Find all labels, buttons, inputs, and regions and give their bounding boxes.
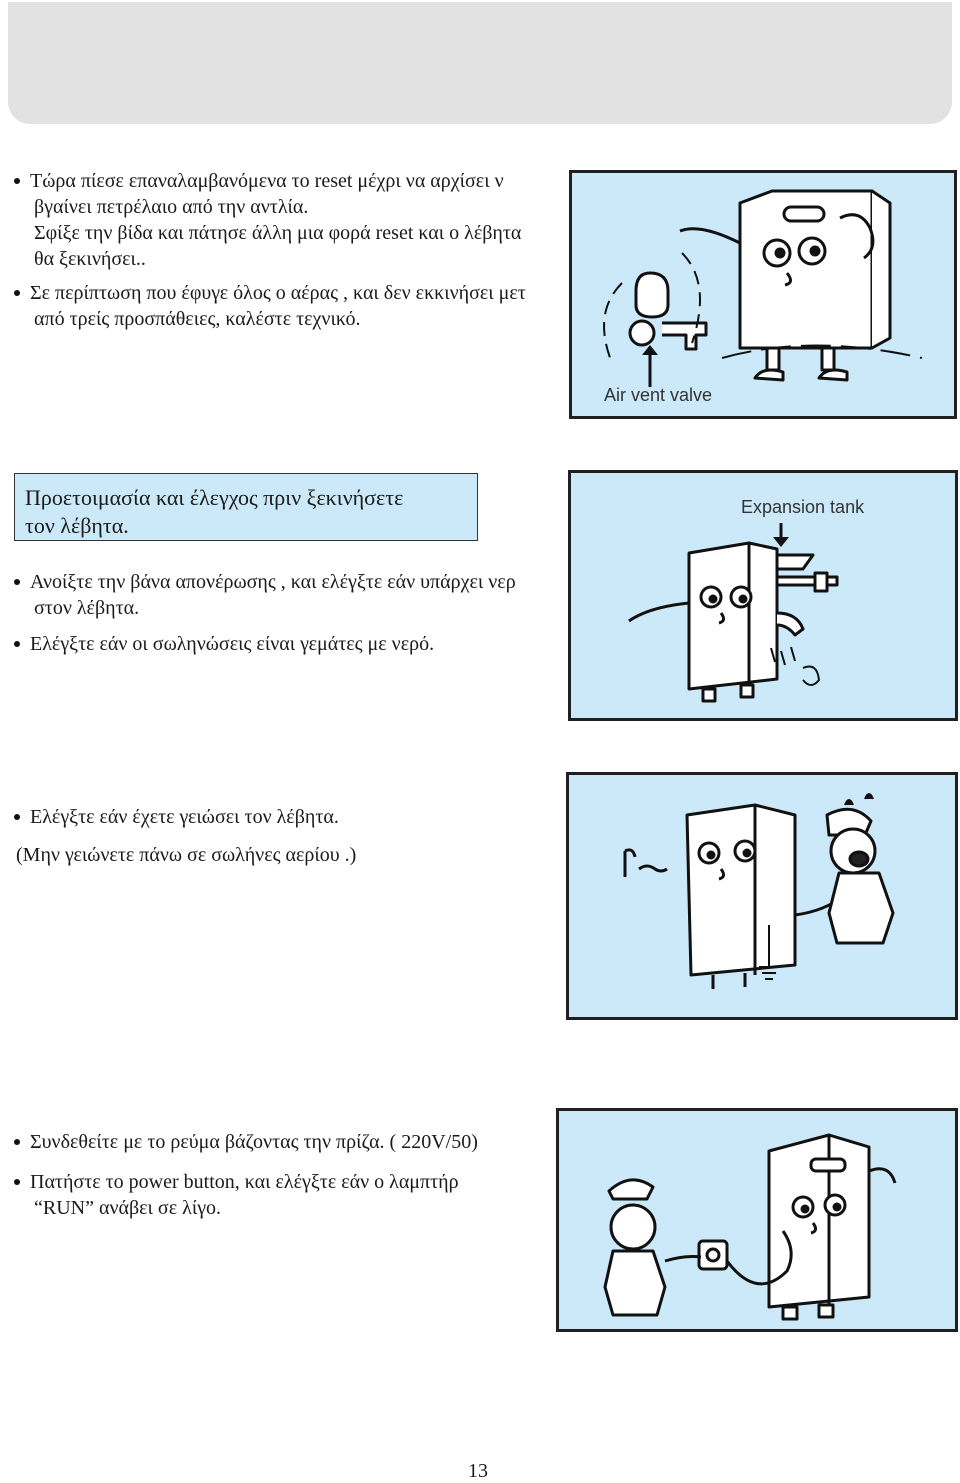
bullet-press-power-button: Πατήστε το power button, και ελέγξτε εάν ο λαμπτήρ	[12, 1169, 572, 1195]
bullet-reset: Τώρα πίεσε επαναλαμβανόμενα το reset μέχρι να αρχίσει ν	[12, 168, 572, 194]
grounding-illustration-panel	[566, 772, 958, 1020]
grounding-note: (Μην γειώνετε πάνω σε σωλήνες αερίου .)	[16, 844, 357, 866]
expansion-tank-caption: Expansion tank	[741, 497, 865, 517]
tighten-screw-text: Σφίξε την βίδα και πάτησε άλλη μια φορά reset και ο λέβητα	[34, 222, 522, 244]
bullet-open-drain-valve-cont: στον λέβητα.	[34, 597, 140, 619]
boiler-air-vent-illustration	[572, 173, 954, 416]
air-vent-instructions	[12, 168, 572, 332]
bullet-reset-cont: βγαίνει πετρέλαιο από την αντλία.	[34, 196, 309, 218]
section-heading-line2: τον λέβητα.	[25, 513, 129, 538]
expansion-tank-illustration-panel	[568, 470, 958, 721]
air-vent-illustration-panel	[569, 170, 957, 419]
bullet-open-drain-valve: Ανοίξτε την βάνα απονέρωσης , και ελέγξτε εάν υπάρχει νερ	[12, 569, 572, 595]
header-band	[8, 2, 952, 124]
bullet-check-grounding: Ελέγξτε εάν έχετε γειώσει τον λέβητα.	[12, 804, 572, 830]
boiler-grounding-illustration	[569, 775, 955, 1017]
tighten-screw-cont: θα ξεκινήσει..	[34, 248, 146, 270]
bullet-press-power-button-cont: “RUN” ανάβει σε λίγο.	[34, 1197, 222, 1219]
preparation-instructions	[12, 569, 572, 657]
section-heading-line1: Προετοιμασία και έλεγχος πριν ξεκινήσετε	[25, 485, 404, 510]
boiler-expansion-tank-illustration	[571, 473, 955, 718]
air-vent-valve-caption: Air vent valve	[604, 385, 713, 405]
power-illustration-panel	[556, 1108, 958, 1332]
bullet-connect-power: Συνδεθείτε με το ρεύμα βάζοντας την πρίζα. ( 220V/50)	[12, 1129, 572, 1155]
bullet-call-technician-cont: από τρείς προσπάθειες, καλέστε τεχνικό.	[34, 308, 361, 330]
page-number: 13	[468, 1460, 488, 1482]
bullet-call-technician: Σε περίπτωση που έφυγε όλος ο αέρας , και δεν εκκινήσει μετ	[12, 280, 572, 306]
grounding-instructions	[12, 804, 572, 868]
boiler-power-plug-illustration	[559, 1111, 955, 1329]
bullet-check-pipes: Ελέγξτε εάν οι σωληνώσεις είναι γεμάτες με νερό.	[12, 631, 572, 657]
power-instructions	[12, 1129, 572, 1221]
section-heading-box	[14, 473, 478, 541]
